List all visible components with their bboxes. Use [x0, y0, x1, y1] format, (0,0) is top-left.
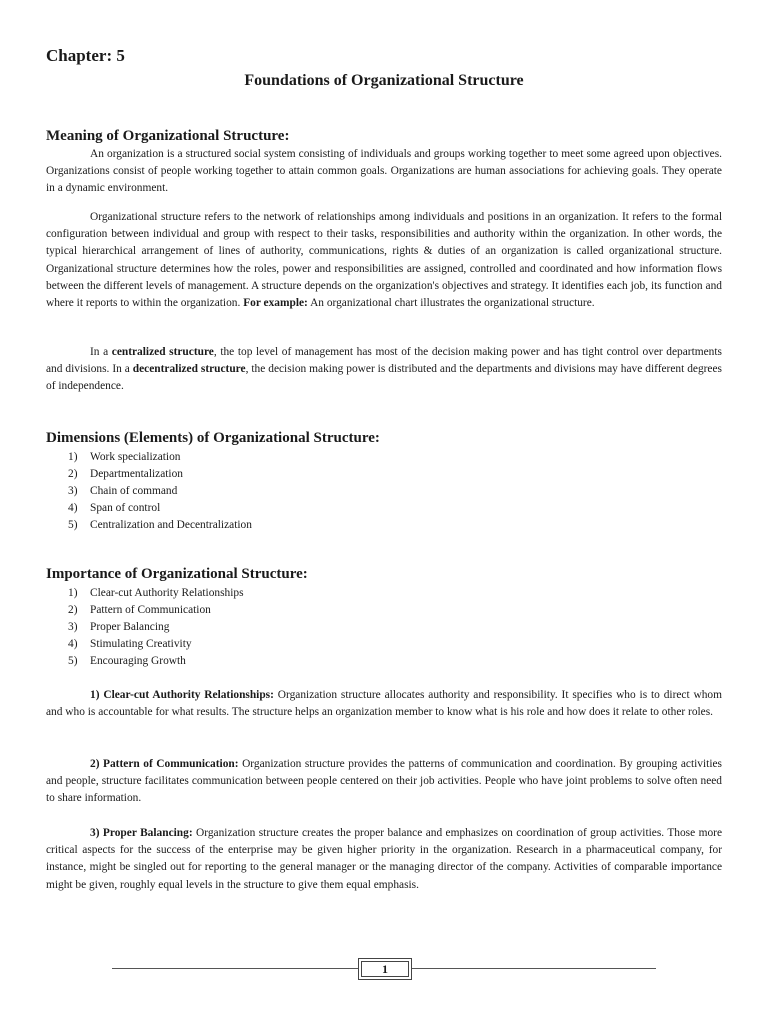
- section-heading-importance: Importance of Organizational Structure:: [46, 566, 308, 582]
- list-item: 5) Encouraging Growth: [68, 655, 186, 667]
- section-heading-dimensions: Dimensions (Elements) of Organizational Structure:: [46, 430, 380, 446]
- importance-detail-1: 1) Clear-cut Authority Relationships: Organization structure allocates authority and responsibility. It specifies who is to direct whom and who is accountable for what results. The structure helps an organization member to know what is his role and how does it relate to other roles.: [46, 689, 722, 719]
- dimensions-list: [68, 449, 252, 534]
- meaning-paragraph-2: Organizational structure refers to the network of relationships among individuals and positions in an organization. It refers to the formal configuration between individual and group with respect to their tasks, responsibilities and authority within the organization. In other words, the typical hierarchical arrangement of lines of authority, communications, rights & duties of an organization is called organizational structure. Organizational structure determines how the roles, power and responsibilities are assigned, controlled and coordinated and how information flows between the different levels of management. A structure depends on the organization's objectives and strategy. It identifies each job, its function and where it reports to within the organization. For example: An organizational chart illustrates the organizational structure.: [46, 211, 722, 310]
- list-item: 3) Proper Balancing: [68, 621, 170, 633]
- list-item: 1) Work specialization: [68, 451, 181, 463]
- list-item: 3) Chain of command: [68, 485, 178, 497]
- list-item: 2) Departmentalization: [68, 468, 183, 480]
- importance-list: [68, 585, 244, 670]
- chapter-label: Chapter: 5: [46, 46, 125, 65]
- decentralized-term: decentralized structure: [132, 363, 246, 376]
- page-title: Foundations of Organizational Structure: [244, 72, 524, 89]
- meaning-paragraph-3: In a centralized structure, the top level of management has most of the decision making power and has tight control over departments and divisions. In a decentralized structure, the decision making power is distributed and the departments and divisions may have different degrees of independence.: [46, 346, 722, 393]
- importance-detail-3: 3) Proper Balancing: Organization structure creates the proper balance and emphasizes on coordination of group activities. Those more critical aspects for the success of the enterprise may be given higher priority in the organization. Research in a pharmaceutical company, for instance, might be singled out for reporting to the general manager or the managing director of the company. Activities of comparable importance might be given, roughly equal levels in the structure to give them equal emphasis.: [46, 827, 722, 891]
- list-item: 4) Stimulating Creativity: [68, 638, 192, 650]
- list-item: 1) Clear-cut Authority Relationships: [68, 587, 244, 599]
- section-heading-meaning: Meaning of Organizational Structure:: [46, 128, 290, 144]
- list-item: 5) Centralization and Decentralization: [68, 519, 252, 531]
- importance-detail-2: 2) Pattern of Communication: Organization structure provides the patterns of communication and coordination. By grouping activities and people, structure facilitates communication between people centered on their job activities. People who have joint problems to solve often need to share information.: [46, 758, 722, 805]
- meaning-paragraph-1: An organization is a structured social system consisting of individuals and groups working together to meet some agreed upon objectives. Organizations consist of people working together to attain common goals. Organizations are human associations for achieving goals. They operate in a dynamic environment.: [46, 148, 722, 195]
- page-number: 1: [382, 962, 388, 976]
- list-item: 2) Pattern of Communication: [68, 604, 211, 616]
- list-item: 4) Span of control: [68, 502, 161, 514]
- example-label: For example:: [243, 297, 308, 310]
- centralized-term: centralized structure: [111, 346, 214, 358]
